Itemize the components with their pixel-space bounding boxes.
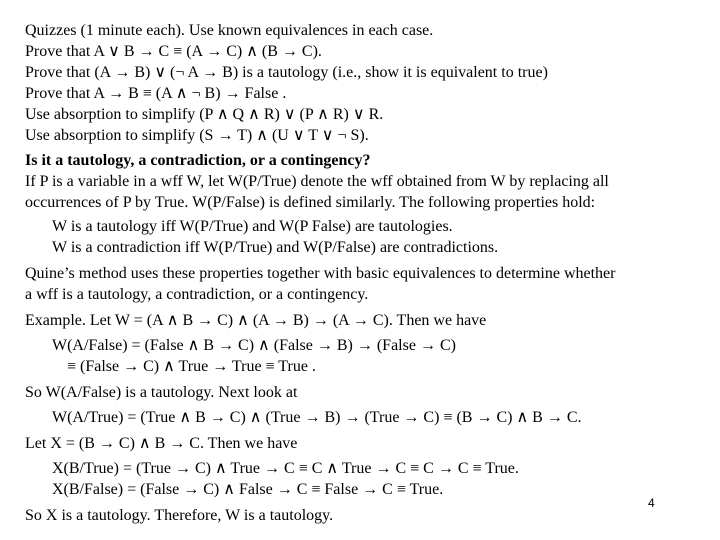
section-heading: Is it a tautology, a contradiction, or a contingency? <box>25 152 371 169</box>
quiz-item-5: Use absorption to simplify (S → T) ∧ (U ∨ T ∨ ¬ S). <box>25 127 369 144</box>
so-w-a-false-line: So W(A/False) is a tautology. Next look at <box>25 384 298 401</box>
definition-line-1: If P is a variable in a wff W, let W(P/True) denote the wff obtained from W by replacing all <box>25 173 609 190</box>
quiz-item-4: Use absorption to simplify (P ∧ Q ∧ R) ∨ (P ∧ R) ∨ R. <box>25 106 384 123</box>
conclusion-line: So X is a tautology. Therefore, W is a tautology. <box>25 507 334 524</box>
x-b-false-line: X(B/False) = (False → C) ∧ False → C ≡ False → C ≡ True. <box>52 481 444 498</box>
quine-method-line-2: a wff is a tautology, a contradiction, or a contingency. <box>25 286 369 303</box>
let-x-line: Let X = (B → C) ∧ B → C. Then we have <box>25 435 298 452</box>
quiz-item-2: Prove that (A → B) ∨ (¬ A → B) is a tautology (i.e., show it is equivalent to true) <box>25 64 548 81</box>
w-a-false-line: W(A/False) = (False ∧ B → C) ∧ (False → B) → (False → C) <box>52 337 456 354</box>
quizzes-heading-line: Quizzes (1 minute each). Use known equivalences in each case. <box>25 22 434 39</box>
definition-line-2: occurrences of P by True. W(P/False) is defined similarly. The following properties hold: <box>25 194 596 211</box>
quiz-item-1: Prove that A ∨ B → C ≡ (A → C) ∧ (B → C). <box>25 43 322 60</box>
property-contradiction: W is a contradiction iff W(P/True) and W(P/False) are contradictions. <box>52 239 499 256</box>
x-b-true-line: X(B/True) = (True → C) ∧ True → C ≡ C ∧ True → C ≡ C → C ≡ True. <box>52 460 519 477</box>
w-a-false-result-line: ≡ (False → C) ∧ True → True ≡ True . <box>67 358 316 375</box>
page-number: 4 <box>648 496 655 510</box>
w-a-true-line: W(A/True) = (True ∧ B → C) ∧ (True → B) → (True → C) ≡ (B → C) ∧ B → C. <box>52 409 582 426</box>
quine-method-line-1: Quine’s method uses these properties together with basic equivalences to determine whether <box>25 265 616 282</box>
example-line: Example. Let W = (A ∧ B → C) ∧ (A → B) → (A → C). Then we have <box>25 312 487 329</box>
quiz-item-3: Prove that A → B ≡ (A ∧ ¬ B) → False . <box>25 85 287 102</box>
property-tautology: W is a tautology iff W(P/True) and W(P False) are tautologies. <box>52 218 453 235</box>
